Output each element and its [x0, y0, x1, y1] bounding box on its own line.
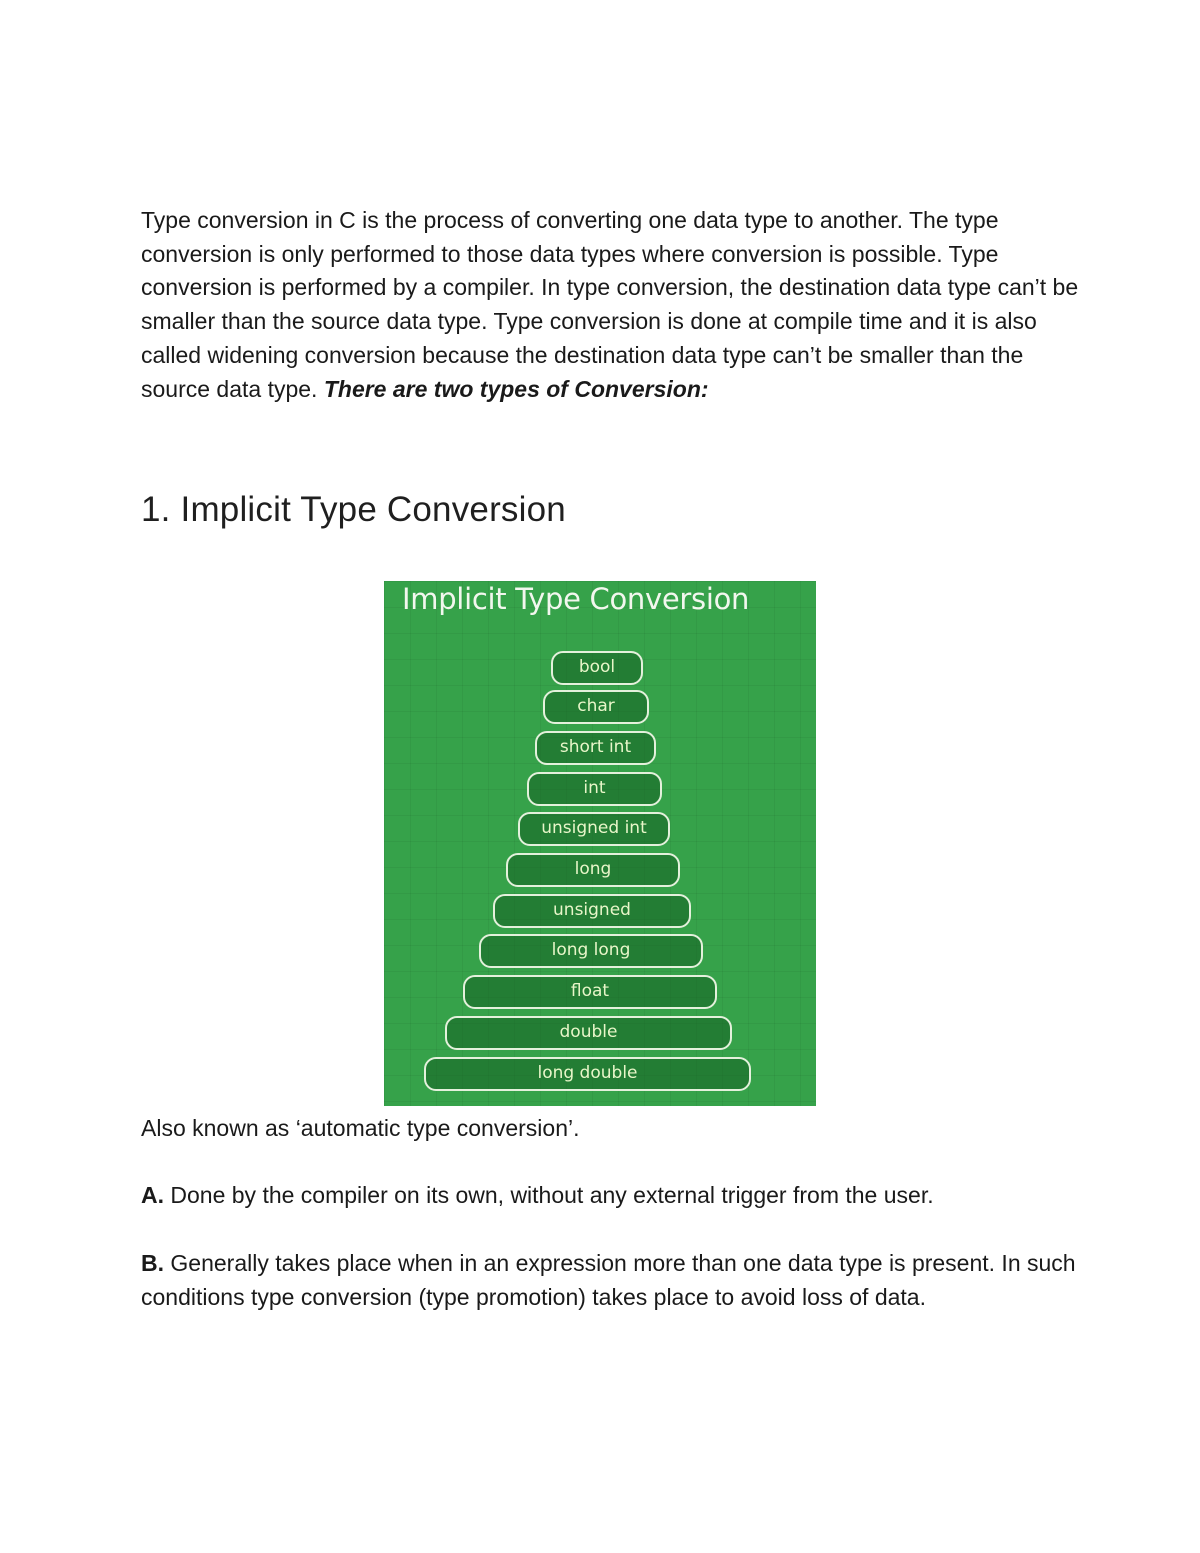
- implicit-conversion-figure: [384, 581, 816, 1106]
- point-a-paragraph: [141, 1179, 1081, 1213]
- figure-tier: short int: [535, 731, 656, 765]
- point-b-text: Generally takes place when in an expression more than one data type is present. In such conditions type conversion (type promotion) takes place to avoid loss of data.: [141, 1250, 1076, 1310]
- figure-tier: char: [543, 690, 649, 724]
- point-a-label: A.: [141, 1182, 164, 1208]
- figure-tier: unsigned int: [518, 812, 670, 846]
- section-heading: 1. Implicit Type Conversion: [141, 490, 566, 529]
- figure-tier: long long: [479, 934, 703, 968]
- figure-tier: float: [463, 975, 717, 1009]
- figure-tier: long double: [424, 1057, 751, 1091]
- point-b-paragraph: [141, 1247, 1081, 1314]
- point-a-text: Done by the compiler on its own, without any external trigger from the user.: [164, 1182, 934, 1208]
- point-b-label: B.: [141, 1250, 164, 1276]
- figure-tier: double: [445, 1016, 732, 1050]
- figure-tier: int: [527, 772, 662, 806]
- intro-emphasis: There are two types of Conversion:: [323, 375, 709, 402]
- figure-title: Implicit Type Conversion: [402, 582, 750, 616]
- intro-paragraph: [141, 204, 1081, 406]
- intro-text: Type conversion in C is the process of converting one data type to another. The type conversion is only performed to those data types where conversion is possible. Type conversion is performed by a compiler. In type conversion, the destination data type can’t be smaller than the source data type. Type conversion is done at compile time and it is also called widening conversion because the destination data type can’t be smaller than the source data type.: [141, 207, 1079, 402]
- also-known-paragraph: Also known as ‘automatic type conversion’.: [141, 1115, 580, 1141]
- figure-tier: bool: [551, 651, 643, 685]
- figure-tier: unsigned: [493, 894, 691, 928]
- figure-tier: long: [506, 853, 680, 887]
